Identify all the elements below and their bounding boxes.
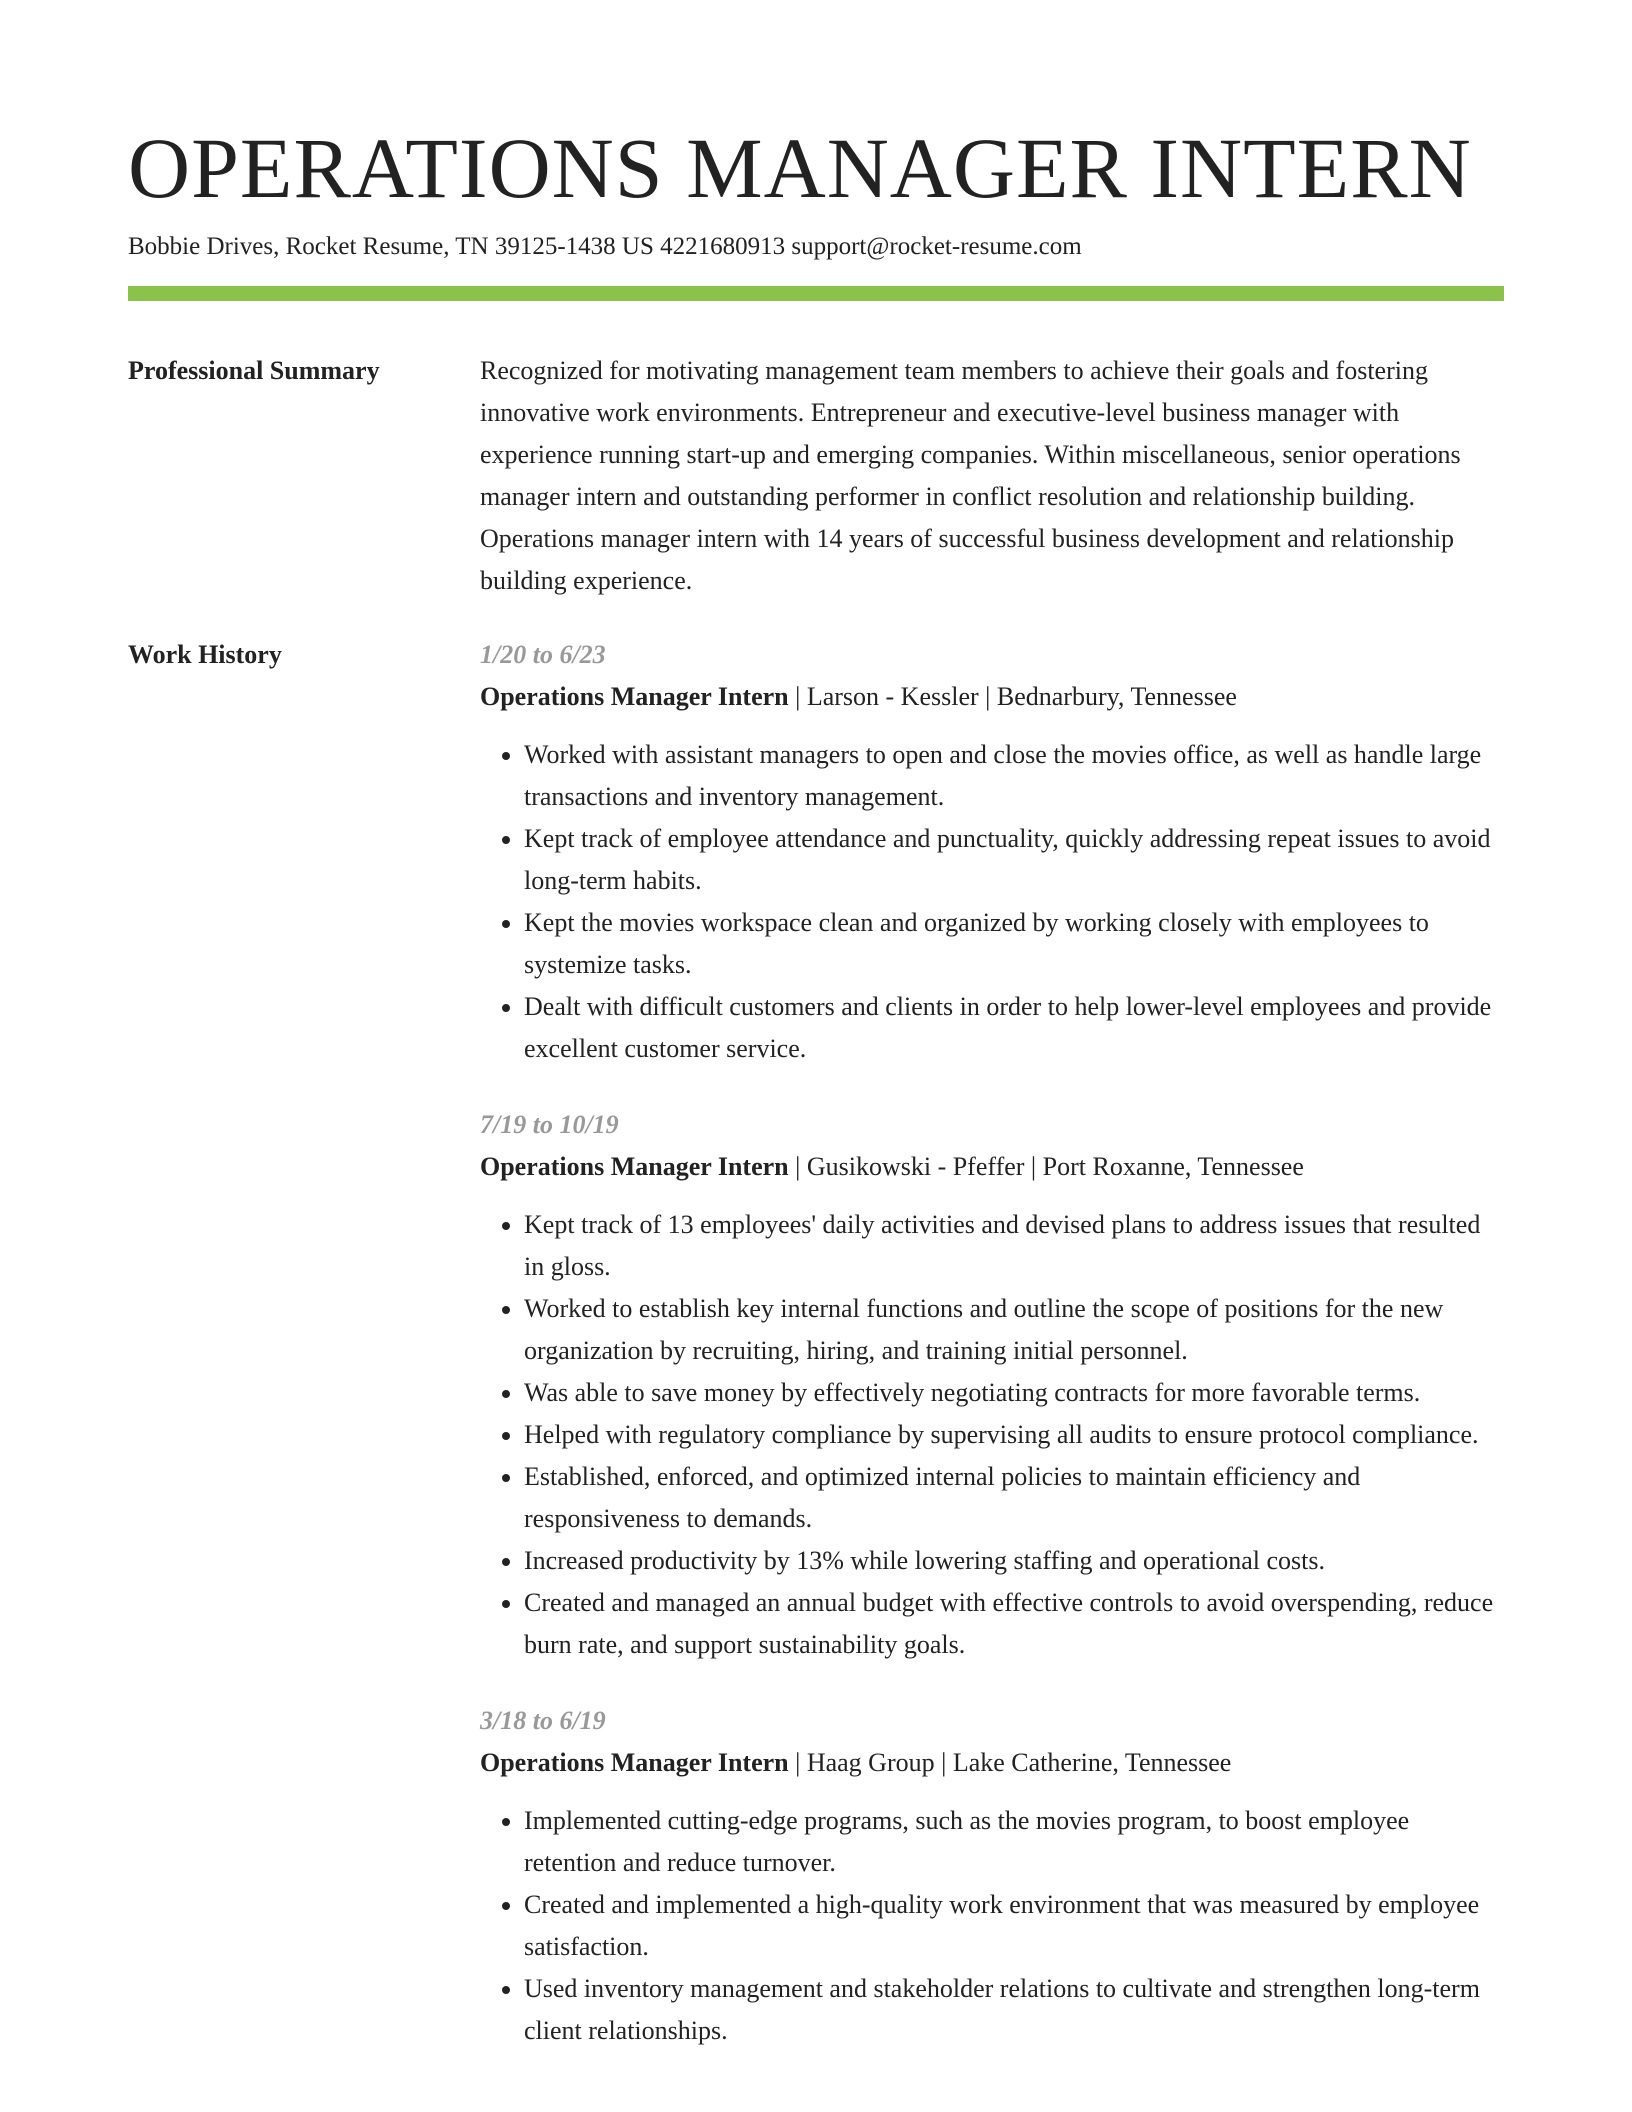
job-bullet: • Implemented cutting-edge programs, such as the movies program, to boost employee retention and reduce turnover. — [524, 1800, 1504, 1884]
job-bullet: • Established, enforced, and optimized internal policies to maintain efficiency and responsiveness to demands. — [524, 1456, 1504, 1540]
resume-title: OPERATIONS MANAGER INTERN — [128, 120, 1472, 216]
job-title-line — [480, 1146, 1504, 1188]
job-bullet: • Worked with assistant managers to open and close the movies office, as well as handle large transactions and inventory management. — [524, 734, 1504, 818]
job-bullet-list — [480, 734, 1504, 1070]
job-bullet: • Worked to establish key internal functions and outline the scope of positions for the new organization by recruiting, hiring, and training initial personnel. — [524, 1288, 1504, 1372]
job-bullet-list — [480, 1800, 1504, 2052]
job-entry — [480, 1104, 1504, 1666]
job-bullet: • Kept the movies workspace clean and organized by working closely with employees to systemize tasks. — [524, 902, 1504, 986]
job-entry — [480, 634, 1504, 1070]
work-history-list — [480, 634, 1504, 2086]
job-dates: 1/20 to 6/23 — [480, 640, 606, 669]
job-bullet: • Dealt with difficult customers and clients in order to help lower-level employees and provide excellent customer service. — [524, 986, 1504, 1070]
job-bullet: • Increased productivity by 13% while lowering staffing and operational costs. — [524, 1540, 1504, 1582]
job-title-line — [480, 1742, 1504, 1784]
job-role: Operations Manager Intern — [480, 1748, 789, 1777]
job-bullet: • Kept track of employee attendance and punctuality, quickly addressing repeat issues to avoid long-term habits. — [524, 818, 1504, 902]
job-company-location: | Haag Group | Lake Catherine, Tennessee — [788, 1748, 1232, 1777]
job-bullet: • Was able to save money by effectively negotiating contracts for more favorable terms. — [524, 1372, 1504, 1414]
summary-text: Recognized for motivating management team members to achieve their goals and fostering innovative work environments. Entrepreneur and executive-level business manager with experience running start-up and emerging companies. Within miscellaneous, senior operations manager intern and outstanding performer in conflict resolution and relationship building. Operations manager intern with 14 years of successful business development and relationship building experience. — [480, 356, 1461, 595]
header-divider — [128, 286, 1504, 301]
job-entry — [480, 1700, 1504, 2052]
section-label-work-history: Work History — [128, 640, 282, 669]
job-dates: 3/18 to 6/19 — [480, 1706, 606, 1735]
job-dates: 7/19 to 10/19 — [480, 1110, 619, 1139]
job-role: Operations Manager Intern — [480, 682, 789, 711]
section-label-summary: Professional Summary — [128, 356, 380, 385]
job-company-location: | Gusikowski - Pfeffer | Port Roxanne, Tennessee — [788, 1152, 1304, 1181]
contact-line: Bobbie Drives, Rocket Resume, TN 39125-1438 US 4221680913 support@rocket-resume.com — [128, 233, 1082, 260]
job-role: Operations Manager Intern — [480, 1152, 789, 1181]
job-company-location: | Larson - Kessler | Bednarbury, Tennessee — [788, 682, 1237, 711]
job-title-line — [480, 676, 1504, 718]
job-bullet: • Created and managed an annual budget with effective controls to avoid overspending, reduce burn rate, and support sustainability goals. — [524, 1582, 1504, 1666]
job-bullet-list — [480, 1204, 1504, 1666]
job-bullet: • Kept track of 13 employees' daily activities and devised plans to address issues that resulted in gloss. — [524, 1204, 1504, 1288]
job-bullet: • Used inventory management and stakeholder relations to cultivate and strengthen long-term client relationships. — [524, 1968, 1504, 2052]
job-bullet: • Helped with regulatory compliance by supervising all audits to ensure protocol compliance. — [524, 1414, 1504, 1456]
job-bullet: • Created and implemented a high-quality work environment that was measured by employee satisfaction. — [524, 1884, 1504, 1968]
